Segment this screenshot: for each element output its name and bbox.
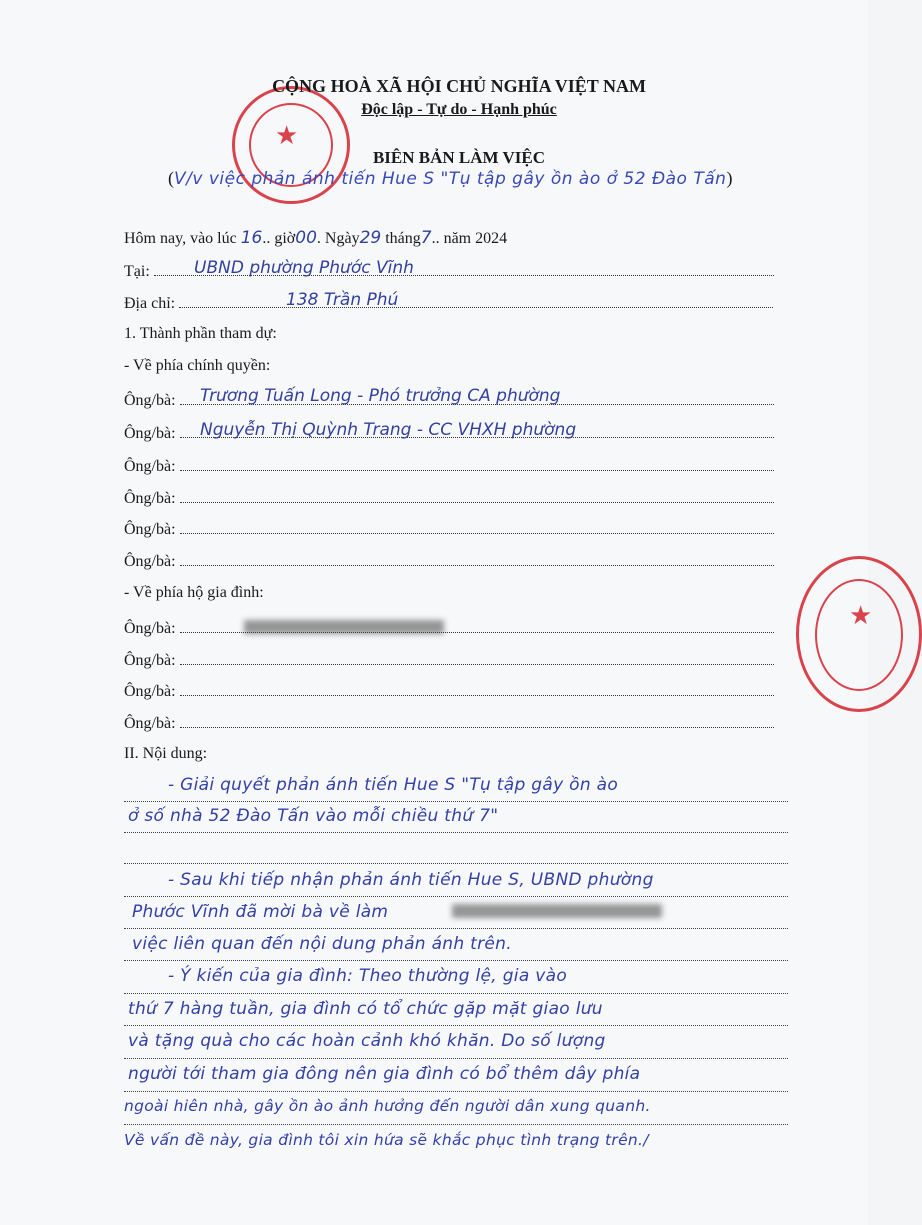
gov-person-1-value: Trương Tuấn Long - Phó trưởng CA phường: [200, 386, 561, 406]
redacted-name: [244, 620, 444, 634]
gov-person-5: Ông/bà:: [124, 519, 774, 539]
emblem-stamp-icon: ★: [232, 86, 350, 204]
gov-label: - Về phía chính quyền:: [124, 357, 271, 374]
content-line: việc liên quan đến nội dung phản ánh trên.: [132, 934, 512, 954]
national-name: CỘNG HOÀ XÃ HỘI CHỦ NGHĨA VIỆT NAM: [272, 76, 646, 96]
doc-subject: (V/v việc phản ánh tiến Hue S "Tụ tập gây ồn ào ở 52 Đào Tấn): [168, 168, 733, 189]
content-line: ngoài hiên nhà, gây ồn ào ảnh hưởng đến người dân xung quanh.: [124, 1097, 651, 1115]
gov-person-3: Ông/bà:: [124, 456, 774, 476]
redacted-name: [452, 904, 662, 918]
content-line: Về vấn đề này, gia đình tôi xin hứa sẽ khắc phục tình trạng trên./: [124, 1131, 649, 1149]
content-line: - Giải quyết phản ánh tiến Hue S "Tụ tập gây ồn ào: [168, 775, 619, 795]
section2-title: II. Nội dung:: [124, 745, 208, 762]
gov-person-1: Ông/bà:: [124, 390, 774, 410]
address-value: 138 Trần Phú: [286, 290, 399, 310]
motto: Độc lập - Tự do - Hạnh phúc: [361, 101, 557, 118]
family-person-3: Ông/bà:: [124, 681, 774, 701]
gov-person-6: Ông/bà:: [124, 551, 774, 571]
content-line: thứ 7 hàng tuần, gia đình có tổ chức gặp mặt giao lưu: [128, 999, 603, 1019]
section1-title: 1. Thành phần tham dự:: [124, 325, 277, 342]
content-rule: [124, 845, 788, 864]
time-line: Hôm nay, vào lúc 16.. giờ00. Ngày29 tháng7.. năm 2024: [124, 228, 508, 248]
location-line: Tại:: [124, 261, 774, 281]
gov-person-4: Ông/bà:: [124, 488, 774, 508]
address-line: Địa chỉ:: [124, 293, 773, 313]
doc-title: BIÊN BẢN LÀM VIỆC: [372, 148, 546, 167]
family-person-4: Ông/bà:: [124, 713, 774, 733]
gov-person-2: Ông/bà:: [124, 423, 774, 443]
emblem-stamp-icon: ★: [796, 556, 922, 712]
content-line: Phước Vĩnh đã mời bà về làm: [132, 902, 389, 922]
content-line: ở số nhà 52 Đào Tấn vào mỗi chiều thứ 7": [128, 806, 499, 826]
family-person-1: Ông/bà:: [124, 618, 774, 638]
content-line: người tới tham gia đông nên gia đình có bổ thêm dây phía: [128, 1064, 641, 1084]
gov-person-2-value: Nguyễn Thị Quỳnh Trang - CC VHXH phường: [200, 420, 577, 440]
family-person-2: Ông/bà:: [124, 650, 774, 670]
location-value: UBND phường Phước Vĩnh: [194, 258, 414, 278]
family-label: - Về phía hộ gia đình:: [124, 584, 264, 601]
content-line: - Sau khi tiếp nhận phản ánh tiến Hue S, UBND phường: [168, 870, 654, 890]
content-line: và tặng quà cho các hoàn cảnh khó khăn. Do số lượng: [128, 1031, 606, 1051]
content-line: - Ý kiến của gia đình: Theo thường lệ, gia vào: [168, 966, 568, 986]
